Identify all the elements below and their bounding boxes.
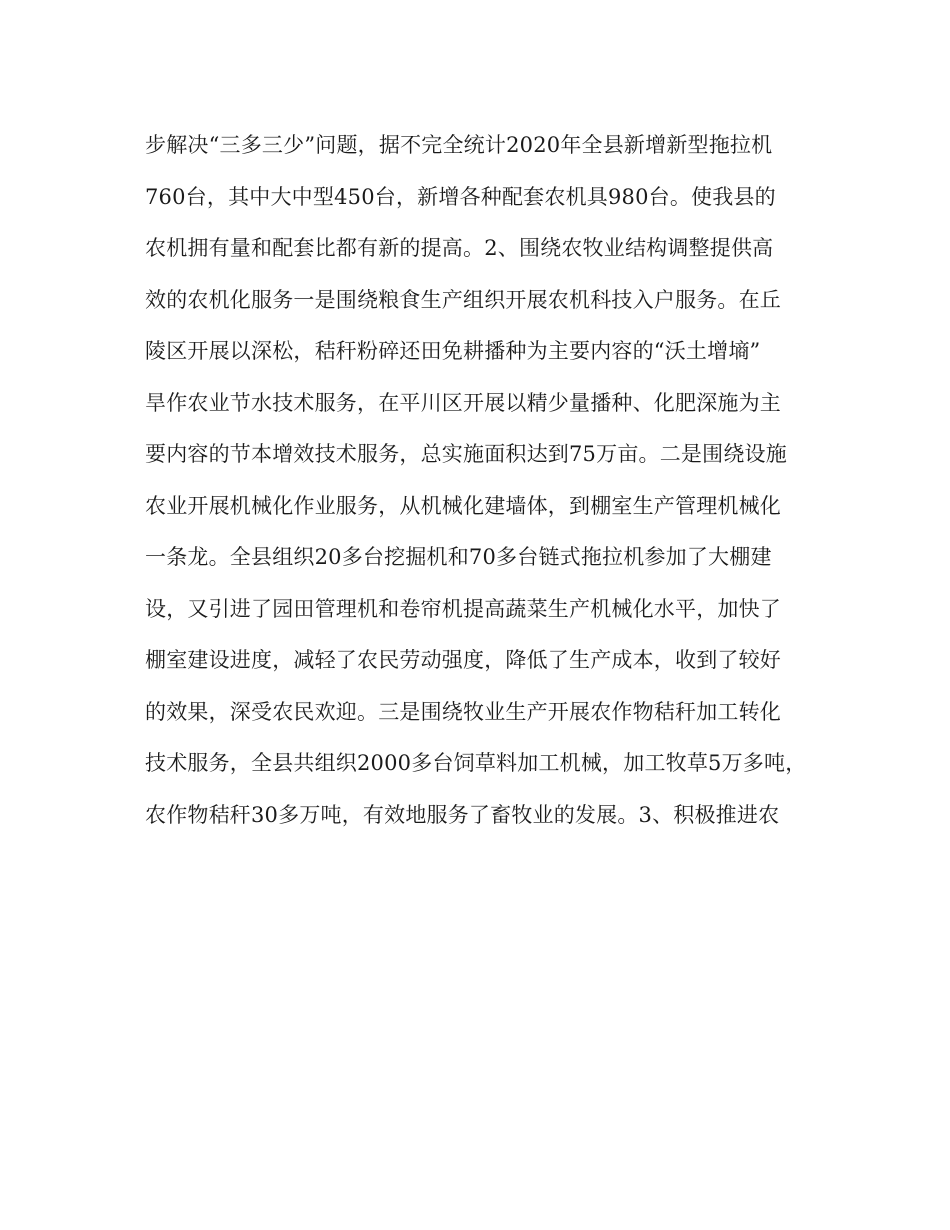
text-line: 旱作农业节水技术服务，在平川区开展以精少量播种、化肥深施为主 — [145, 390, 781, 415]
text-line: 技术服务，全县共组织2000多台饲草料加工机械，加工牧草5万多吨， — [145, 751, 807, 775]
text-line: 一条龙。全县组织20多台挖掘机和70多台链式拖拉机参加了大棚建 — [145, 545, 772, 569]
text-line: 要内容的节本增效技术服务，总实施面积达到75万亩。二是围绕设施 — [145, 442, 787, 466]
text-line: 农机拥有量和配套比都有新的提高。2、围绕农牧业结构调整提供高 — [145, 236, 774, 260]
text-line: 设，又引进了园田管理机和卷帘机提高蔬菜生产机械化水平，加快了 — [145, 596, 781, 621]
text-line: 的效果，深受农民欢迎。三是围绕牧业生产开展农作物秸秆加工转化 — [145, 699, 781, 724]
text-line: 农业开展机械化作业服务，从机械化建墙体，到棚室生产管理机械化 — [145, 493, 781, 518]
text-line: 步解决“三多三少”问题，据不完全统计2020年全县新增新型拖拉机 — [145, 133, 773, 157]
text-line: 陵区开展以深松，秸秆粉碎还田免耕播种为主要内容的“沃土增墒” — [145, 339, 761, 363]
text-line: 棚室建设进度，减轻了农民劳动强度，降低了生产成本，收到了较好 — [145, 648, 781, 672]
text-line: 效的农机化服务一是围绕粮食生产组织开展农机科技入户服务。在丘 — [145, 287, 781, 312]
text-line: 760台，其中大中型450台，新增各种配套农机具980台。使我县的 — [145, 184, 776, 209]
text-line: 农作物秸秆30多万吨，有效地服务了畜牧业的发展。3、积极推进农 — [145, 802, 780, 827]
body-text — [145, 123, 825, 844]
